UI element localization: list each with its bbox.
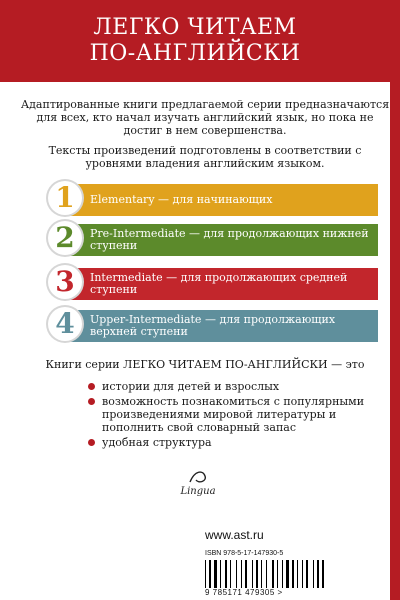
list-item	[88, 436, 388, 449]
books-title: Книги серии ЛЕГКО ЧИТАЕМ ПО-АНГЛИЙСКИ — это	[45, 358, 365, 371]
level-3	[48, 265, 378, 300]
intro-paragraph-2: Тексты произведений подготовлены в соответствии с уровнями владения английским языком.	[48, 144, 362, 170]
level-number: 4	[48, 307, 82, 341]
series-header	[0, 0, 390, 82]
bullet-icon	[88, 383, 95, 390]
benefits-list	[88, 380, 388, 451]
level-number: 1	[48, 181, 82, 215]
barcode-icon	[205, 560, 355, 588]
bullet-icon	[88, 439, 95, 446]
list-item-text: удобная структура	[102, 436, 212, 449]
bullet-icon	[88, 398, 95, 405]
isbn-text: ISBN 978-5-17-147930-5	[205, 550, 284, 557]
level-label: Elementary — для начинающих	[90, 193, 273, 206]
intro-paragraph-1: Адаптированные книги предлагаемой серии предназначаются для всех, кто начал изучать английский язык, но пока не достиг в нем совершенства.	[20, 98, 390, 137]
level-2	[48, 221, 378, 256]
level-number: 2	[48, 221, 82, 255]
level-label: Intermediate — для продолжающих средней ступени	[90, 271, 348, 296]
list-item	[88, 395, 388, 434]
level-number: 3	[48, 265, 82, 299]
level-label: Pre-Intermediate — для продолжающих нижней ступени	[90, 227, 369, 252]
lingua-logo-icon	[187, 468, 209, 486]
list-item-text: истории для детей и взрослых	[102, 380, 280, 393]
barcode-block	[205, 550, 355, 598]
series-title-line-2: ПО-АНГЛИЙСКИ	[89, 41, 301, 66]
level-label: Upper-Intermediate — для продолжающих верхней ступени	[90, 313, 336, 338]
level-1	[48, 181, 378, 216]
barcode-digits: 9 785171 479305 >	[205, 588, 283, 597]
intro-text	[20, 98, 390, 177]
level-4	[48, 307, 378, 342]
list-item	[88, 380, 388, 393]
series-title-line-1: ЛЕГКО ЧИТАЕМ	[93, 15, 297, 40]
publisher-logo	[178, 468, 218, 502]
logo-text: Lingua	[180, 486, 216, 497]
publisher-website: www.ast.ru	[205, 528, 264, 542]
red-spine-edge	[390, 0, 400, 600]
list-item-text: возможность познакомиться с популярными произведениями мировой литературы и пополнить свой словарный запас	[102, 395, 365, 434]
